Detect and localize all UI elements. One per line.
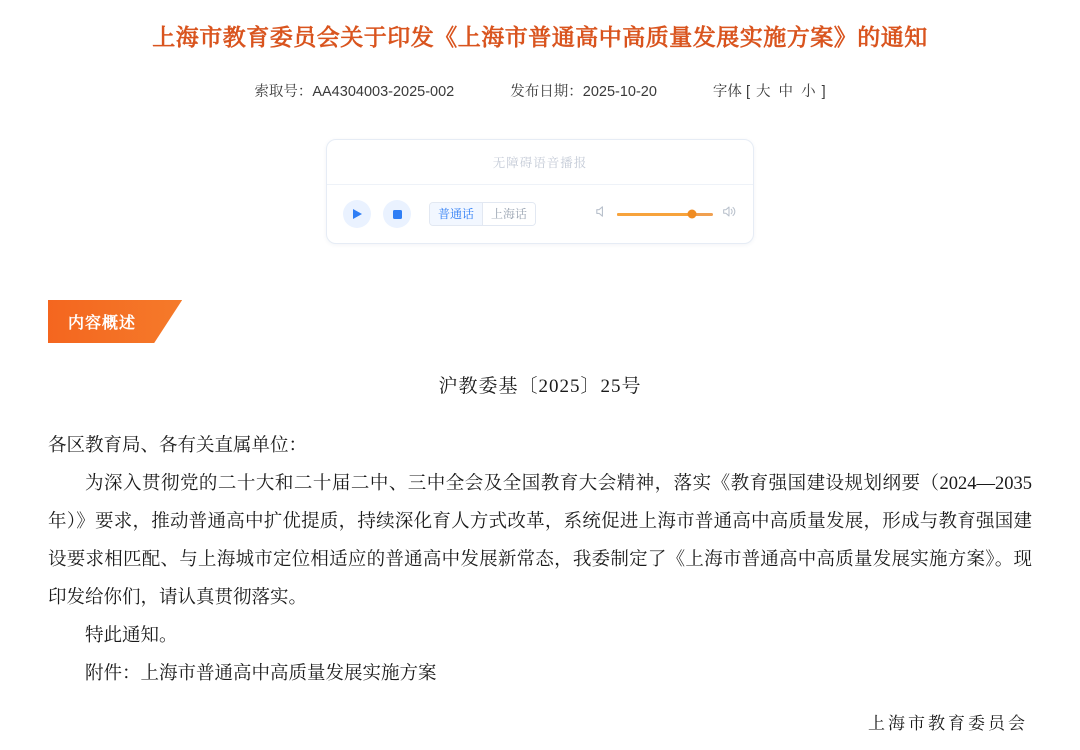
language-option-mandarin[interactable]: 普通话 [430,203,482,225]
play-icon [351,208,363,220]
publish-date-label: 发布日期： [510,84,583,101]
player-controls [327,185,753,243]
mute-icon[interactable] [594,204,609,224]
signature: 上海市教育委员会 [868,714,1028,733]
stop-button[interactable] [383,200,411,228]
volume-knob[interactable] [687,210,696,219]
font-size-small-button[interactable]: 小 [801,84,816,101]
player-status-text: 无障碍语音播报 [327,140,753,185]
language-toggle[interactable] [429,202,536,226]
font-size-large-button[interactable]: 大 [756,84,771,101]
publish-date [510,80,657,101]
document-meta-row [0,80,1080,101]
index-number [254,80,454,101]
section-header [0,300,1080,343]
index-number-value: AA4304003-2025-002 [312,84,455,101]
bracket-right: ] [821,84,826,101]
language-option-shanghainese[interactable]: 上海话 [483,203,535,225]
font-size-picker[interactable] [713,80,826,101]
document-body [48,428,1032,693]
body-paragraph: 特此通知。 [85,625,178,646]
bracket-left: [ [745,84,750,101]
volume-icon[interactable] [721,204,737,224]
font-size-label: 字体 [712,84,742,101]
document-number: 沪教委基〔2025〕25号 [438,376,642,398]
stop-icon [392,209,403,220]
volume-fill [617,213,692,216]
body-paragraph: 为深入贯彻党的二十大和二十届二中、三中全会及全国教育大会精神，落实《教育强国建设规划纲要（2024—2035年）》要求，推动普通高中扩优提质，持续深化育人方式改革，系统促进上海市普通高中高质量发展，形成与教育强国建设要求相匹配、与上海城市定位相适应的普通高中发展新常态，我委制定了《上海市普通高中高质量发展实施方案》。现印发给你们，请认真贯彻落实。 [48,474,1032,608]
index-number-label: 索取号： [254,84,313,101]
publish-date-value: 2025-10-20 [582,84,657,101]
section-ribbon-label: 内容概述 [48,300,182,343]
audio-player [326,139,754,244]
attachment-line: 附件：上海市普通高中高质量发展实施方案 [85,663,437,684]
volume-slider[interactable] [617,213,713,216]
page-title: 上海市教育委员会关于印发《上海市普通高中高质量发展实施方案》的通知 [152,25,928,50]
font-size-medium-button[interactable]: 中 [778,84,794,101]
volume-area [594,204,737,224]
play-button[interactable] [343,200,371,228]
audio-player-wrapper [0,139,1080,244]
body-paragraph: 各区教育局、各有关直属单位： [48,436,308,457]
